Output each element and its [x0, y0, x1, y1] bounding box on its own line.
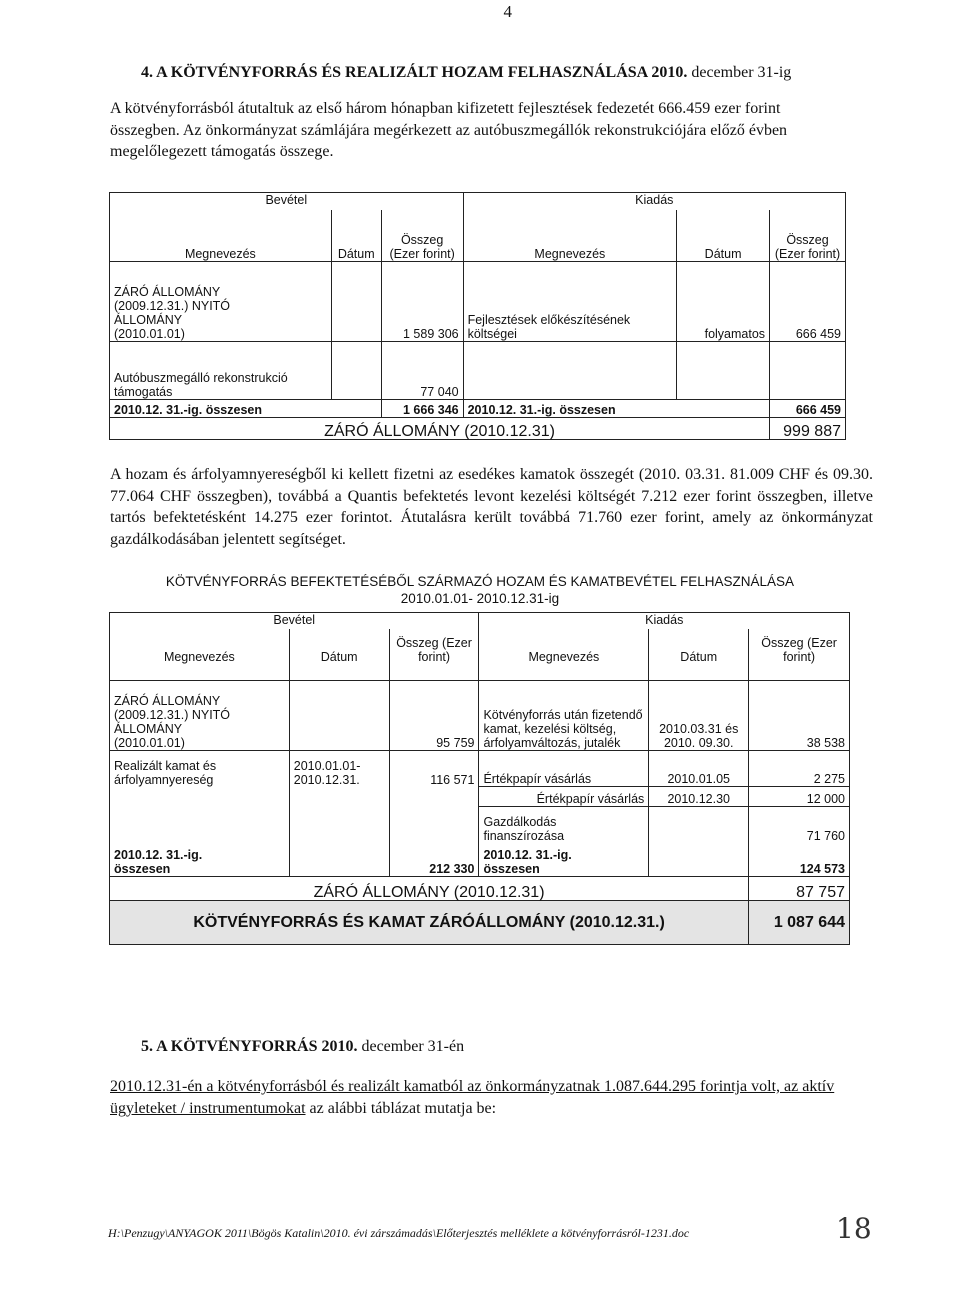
- t2-row-closing-label: ZÁRÓ ÁLLOMÁNY (2010.12.31): [313, 884, 545, 901]
- section-4-heading-text: 4. A KÖTVÉNYFORRÁS ÉS REALIZÁLT HOZAM FELHASZNÁLÁSA 2010.: [141, 64, 688, 81]
- section-5-heading-text: 5. A KÖTVÉNYFORRÁS 2010.: [141, 1038, 358, 1055]
- row-opening-date: [331, 262, 381, 342]
- row-subsidy-amount: 77 040: [381, 342, 463, 400]
- t2-group-expense: Kiadás: [479, 613, 850, 629]
- section-5-heading: [141, 1038, 464, 1056]
- t2-row-realized-name: Realizált kamat és árfolyamnyereség: [114, 758, 217, 787]
- row-opening-name: ZÁRÓ ÁLLOMÁNY (2009.12.31.) NYITÓ ÁLLOMÁNY (2010.01.01): [114, 285, 231, 341]
- section-5-heading-suffix: december 31-én: [361, 1038, 465, 1055]
- paragraph-balance: [110, 1076, 875, 1119]
- row-closing-amount: 999 887: [770, 418, 846, 440]
- t2-row-realized-amount: 116 571: [389, 751, 479, 787]
- row-closing-label: ZÁRÓ ÁLLOMÁNY (2010.12.31): [324, 423, 555, 440]
- paragraph-balance-underlined: 2010.12.31-én a kötvényforrásból és realizált kamatból az önkormányzatnak 1.087.644.295 forintja volt, az aktív ügyleteket / instrumentumokat: [110, 1078, 835, 1117]
- row-total-expense-amount: 666 459: [770, 400, 846, 418]
- table-bond-source: [109, 192, 846, 440]
- row-opening-expense-date: folyamatos: [677, 262, 770, 342]
- table-2-title: KÖTVÉNYFORRÁS BEFEKTETÉSÉBŐL SZÁRMAZÓ HOZAM ÉS KAMATBEVÉTEL FELHASZNÁLÁSA: [165, 574, 795, 589]
- header-amount: Összeg (Ezer forint): [381, 210, 463, 262]
- t2-row-closing-amount: 87 757: [749, 877, 850, 901]
- row-opening-expense-amount: 666 459: [770, 262, 846, 342]
- table-2-subtitle: 2010.01.01- 2010.12.31-ig: [400, 591, 560, 606]
- t2-row-purchase1-date: 2010.01.05: [649, 751, 749, 787]
- t2-header-date: Dátum: [289, 629, 389, 681]
- t2-row-purchase1-amount: 2 275: [749, 751, 850, 787]
- table-yield-usage: [109, 612, 850, 945]
- group-expense: Kiadás: [463, 193, 845, 210]
- t2-header-amount: Összeg (Ezer forint): [389, 629, 479, 681]
- row-subsidy-name: Autóbuszmegálló rekonstrukció támogatás: [114, 371, 288, 399]
- t2-row-total-expense-amount: 124 573: [749, 843, 850, 877]
- t2-row-opening-amount: 95 759: [389, 681, 479, 751]
- t2-row-financing-name: Gazdálkodás finanszírozása: [479, 807, 649, 843]
- row-opening-amount: 1 589 306: [381, 262, 463, 342]
- row-total-amount: 1 666 346: [381, 400, 463, 418]
- row-total-label: 2010.12. 31.-ig. összesen: [114, 403, 263, 417]
- t2-row-purchase1-name: Értékpapír vásárlás: [479, 751, 649, 787]
- t2-row-grand-label: KÖTVÉNYFORRÁS ÉS KAMAT ZÁRÓÁLLOMÁNY (2010.12.31.): [193, 913, 665, 931]
- header-date-expense: Dátum: [677, 210, 770, 262]
- t2-header-name: Megnevezés: [163, 650, 235, 664]
- t2-row-realized-date: 2010.01.01- 2010.12.31.: [289, 751, 389, 787]
- t2-row-purchase2-amount: 12 000: [749, 787, 850, 807]
- t2-row-opening-expense-date: 2010.03.31 és 2010. 09.30.: [649, 681, 749, 751]
- section-4-heading: [141, 64, 791, 82]
- page-number: 4: [503, 2, 512, 21]
- paragraph-transfer: A kötvényforrásból átutaltuk az első három hónapban kifizetett fejlesztések fedezetét 666.459 ezer forint összegben. Az önkormányzat számlájára megérkezett az autóbuszmegállók rekonstrukciójára előző évben megelőlegezett támogatás összege.: [110, 100, 788, 160]
- footer-file-path: H:\Penzugy\ANYAGOK 2011\Bögös Katalin\2010. évi zárszámadás\Előterjesztés melléklete a kötvényforrásról-1231.doc: [108, 1226, 690, 1240]
- section-4-heading-suffix: december 31-ig: [691, 64, 792, 81]
- header-amount-expense: Összeg (Ezer forint): [770, 210, 846, 262]
- t2-row-total-label: 2010.12. 31.-ig. összesen: [114, 848, 203, 876]
- t2-row-grand-amount: 1 087 644: [749, 901, 850, 945]
- t2-row-opening-name: ZÁRÓ ÁLLOMÁNY (2009.12.31.) NYITÓ ÁLLOMÁNY (2010.01.01): [114, 694, 231, 750]
- t2-row-financing-amount: 71 760: [749, 807, 850, 843]
- table-2-title-block: [110, 573, 850, 607]
- header-name-expense: Megnevezés: [463, 210, 677, 262]
- paragraph-interest: A hozam és árfolyamnyereségből ki kellett fizetni az esedékes kamatok összegét (2010. 03.31. 81.009 CHF és 09.30. 77.064 CHF összegben), továbbá a Quantis befektetés levont kezelési költségét 7.212 ezer forint összegben, illetve tartós befektetésként 14.275 ezer forintot. Átutalásra került továbbá 71.760 ezer forint, amely az önkormányzat gazdálkodásában jelentett segítséget.: [110, 466, 873, 548]
- t2-row-purchase2-name: Értékpapír vásárlás: [479, 787, 649, 807]
- t2-row-purchase2-date: 2010.12.30: [649, 787, 749, 807]
- t2-row-total-amount: 212 330: [389, 843, 479, 877]
- t2-row-opening-expense-name: Kötvényforrás után fizetendő kamat, kezelési költség, árfolyamváltozás, jutalék: [479, 681, 649, 751]
- header-date: Dátum: [331, 210, 381, 262]
- t2-row-opening-expense-amount: 38 538: [749, 681, 850, 751]
- header-name: Megnevezés: [184, 247, 256, 261]
- row-subsidy-date: [331, 342, 381, 400]
- t2-header-name-expense: Megnevezés: [479, 629, 649, 681]
- paragraph-balance-rest: az alábbi táblázat mutatja be:: [305, 1099, 497, 1117]
- handwritten-page-mark: 18: [836, 1212, 872, 1245]
- t2-group-income: Bevétel: [273, 613, 316, 627]
- row-total-expense-label: 2010.12. 31.-ig. összesen: [463, 400, 769, 418]
- t2-header-date-expense: Dátum: [649, 629, 749, 681]
- t2-row-total-expense-label: 2010.12. 31.-ig. összesen: [479, 843, 649, 877]
- row-opening-expense-name: Fejlesztések előkészítésének költségei: [463, 262, 677, 342]
- t2-header-amount-expense: Összeg (Ezer forint): [749, 629, 850, 681]
- group-income: Bevétel: [265, 193, 308, 207]
